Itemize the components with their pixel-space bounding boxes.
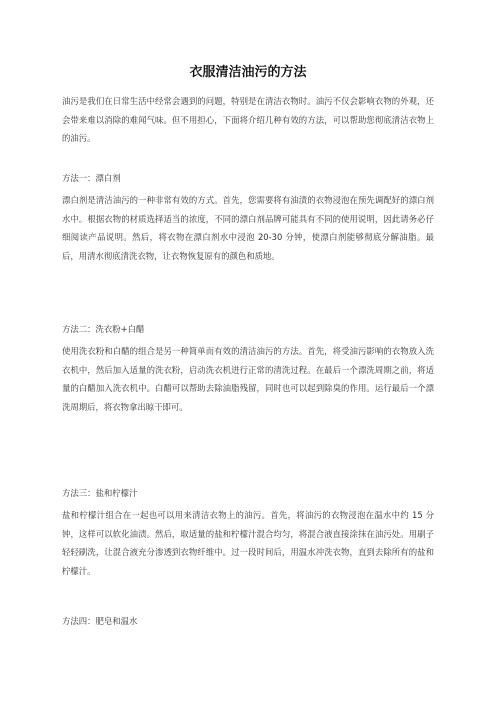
section-body-3: 盐和柠檬汁组合在一起也可以用来清洁衣物上的油污。首先，将油污的衣物浸泡在温水中约 15 分钟，这样可以软化油渍。然后，取适量的盐和柠檬汁混合均匀，将混合液直接涂抹在油污处。用刷子轻轻刷洗，让混合液充分渗透到衣物纤维中。过一段时间后，用温水冲洗衣物，直到去除所有的盐和柠檬汁。 <box>62 510 434 576</box>
section-heading-4: 方法四：肥皂和温水 <box>62 616 138 626</box>
intro-paragraph: 油污是我们在日常生活中经常会遇到的问题，特别是在清洁衣物时。油污不仅会影响衣物的外观，还会带来难以消除的难闻气味。但不用担心，下面将介绍几种有效的方法，可以帮助您彻底清洁衣物上的油污。 <box>62 96 434 144</box>
section-heading-2: 方法二：洗衣粉+白醋 <box>62 324 145 334</box>
section-body-2: 使用洗衣粉和白醋的组合是另一种简单而有效的清洁油污的方法。首先，将受油污影响的衣物放入洗衣机中，然后加入适量的洗衣粉，启动洗衣机进行正常的清洗过程。在最后一个漂洗周期之前，将适量的白醋加入洗衣机中。白醋可以帮助去除油脂残留，同时也可以起到除臭的作用。运行最后一个漂洗周期后，将衣物拿出晾干即可。 <box>62 346 434 412</box>
section-body-1: 漂白剂是清洁油污的一种非常有效的方式。首先，您需要将有油渍的衣物浸泡在预先调配好的漂白剂水中。根据衣物的材质选择适当的浓度，不同的漂白剂品牌可能具有不同的使用说明，因此请务必仔细阅读产品说明。然后，将衣物在漂白剂水中浸泡 20-30 分钟，使漂白剂能够彻底分解油脂。最后，用清水彻底清洗衣物，让衣物恢复原有的颜色和质地。 <box>62 195 434 261</box>
section-heading-3: 方法三：盐和柠檬汁 <box>62 488 138 498</box>
document-title: 衣服清洁油污的方法 <box>189 65 307 80</box>
section-heading-1: 方法一：漂白剂 <box>62 173 121 183</box>
